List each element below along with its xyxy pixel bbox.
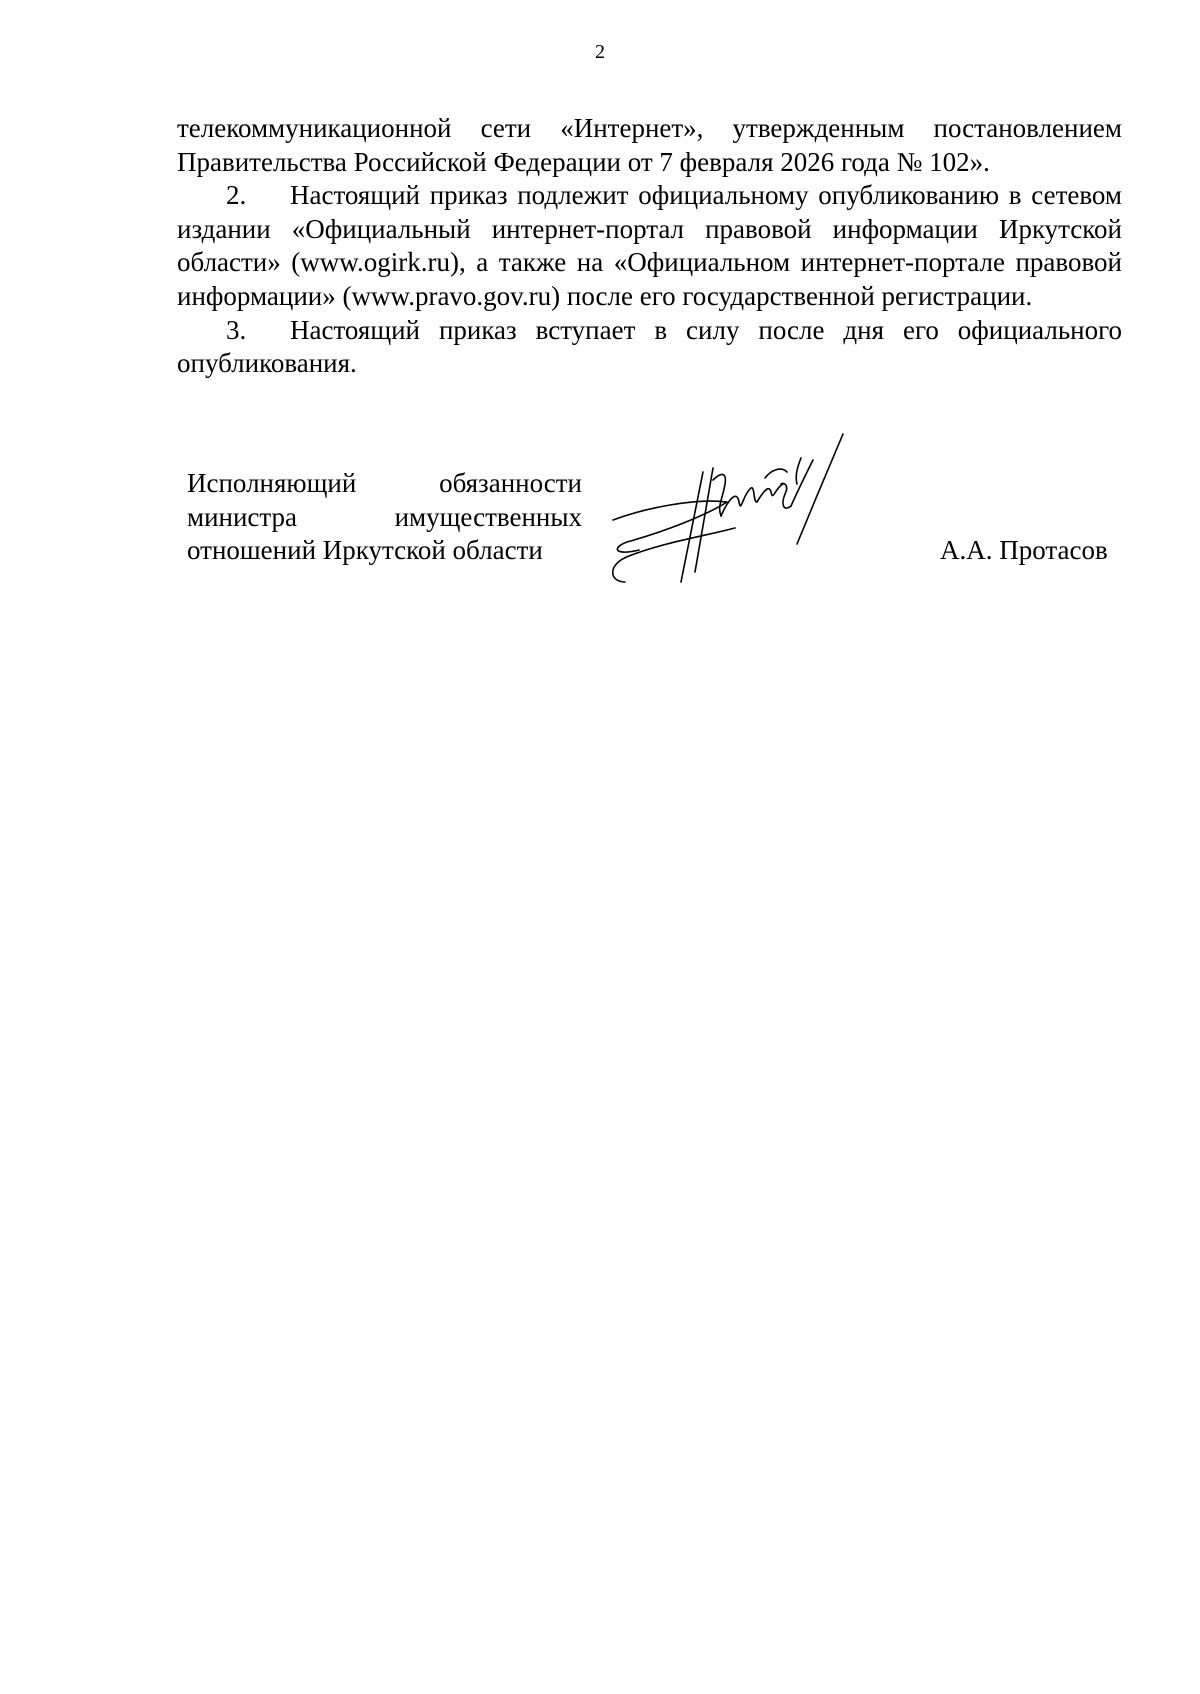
position-word: имущественных	[394, 501, 582, 532]
paragraph-text: Настоящий приказ вступает в силу после дня его официального опубликования.	[177, 314, 1122, 379]
paragraph-item-3	[177, 314, 1122, 381]
signer-name: А.А. Протасов	[940, 535, 1108, 565]
position-word: министра	[187, 501, 298, 532]
position-line-3	[187, 534, 582, 568]
paragraph-item-2	[177, 179, 1122, 313]
position-word: Исполняющий	[187, 468, 357, 498]
paragraph-text: Настоящий приказ подлежит официальному опубликованию в сетевом издании «Официальный интернет-портал правовой информации Иркутской области» (www.ogirk.ru), а также на «Официальном интернет-портале правовой информации» (www.pravo.gov.ru) после его государственной регистрации.	[177, 180, 1122, 311]
handwritten-signature-icon	[605, 432, 855, 602]
paragraph-number: 2.	[226, 180, 247, 211]
position-word: обязанности	[439, 468, 582, 498]
position-line-2	[187, 501, 582, 535]
document-body	[177, 112, 1122, 381]
paragraph-continuation: телекоммуникационной сети «Интернет», утвержденным постановлением Правительства Российской Федерации от 7 февраля 2026 года № 102».	[177, 113, 1122, 177]
position-word: отношений Иркутской области	[187, 535, 543, 566]
signatory-position	[187, 467, 582, 568]
position-line-1	[187, 467, 582, 501]
paragraph-number: 3.	[226, 314, 247, 345]
page-number: 2	[595, 41, 605, 63]
